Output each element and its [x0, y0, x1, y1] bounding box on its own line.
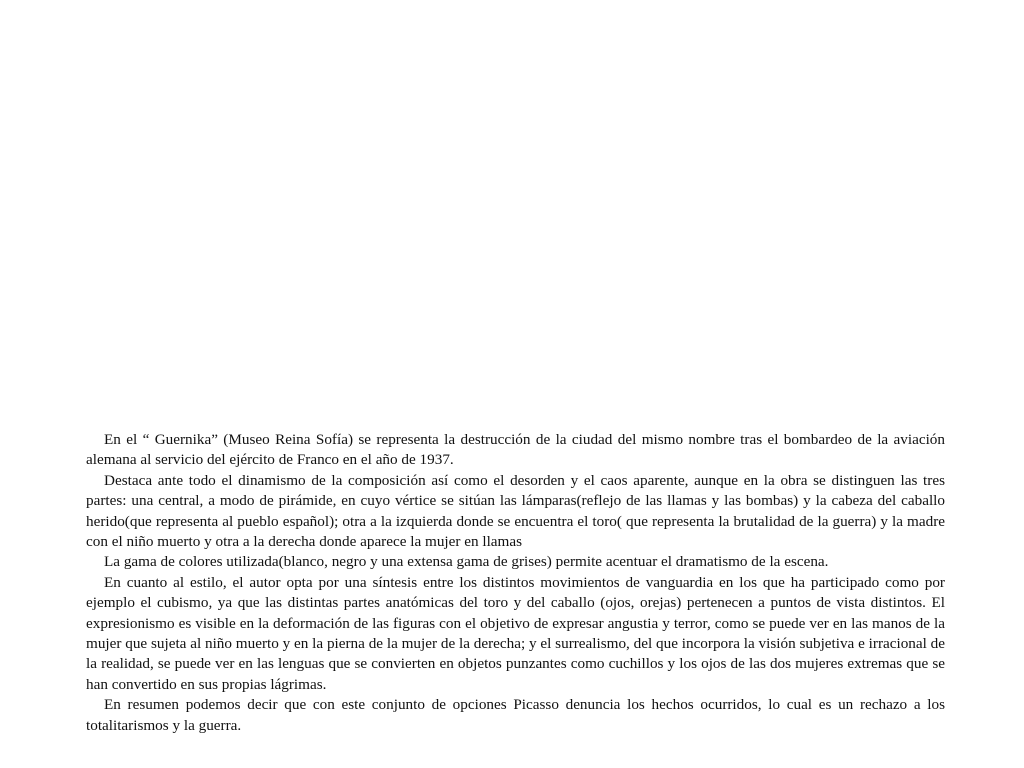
paragraph-conclusion: En resumen podemos decir que con este conjunto de opciones Picasso denuncia los hechos ocurridos, lo cual es un rechazo a los totalitarismos y la guerra.: [86, 696, 945, 734]
paragraph-style: En cuanto al estilo, el autor opta por una síntesis entre los distintos movimientos de vanguardia en los que ha participado como por ejemplo el cubismo, ya que las distintas partes anatómicas del toro y del caballo (ojos, orejas) pertenecen a puntos de vista distintos. El expresionismo es visible en la deformación de las figuras con el objetivo de expresar angustia y terror, como se puede ver en las manos de la mujer que sujeta al niño muerto y en la pierna de la mujer de la derecha; y el surrealismo, del que incorpora la visión subjetiva e irracional de la realidad, se puede ver en las lenguas que se convierten en objetos punzantes como cuchillos y los ojos de las dos mujeres extremas que se han convertido en sus propias lágrimas.: [86, 573, 945, 693]
paragraph-intro: En el “ Guernika” (Museo Reina Sofía) se representa la destrucción de la ciudad del mismo nombre tras el bombardeo de la aviación alemana al servicio del ejército de Franco en el año de 1937.: [86, 431, 945, 469]
document-body: [86, 430, 945, 736]
paragraph-colors: La gama de colores utilizada(blanco, negro y una extensa gama de grises) permite acentuar el dramatismo de la escena.: [104, 553, 829, 571]
paragraph-composition: Destaca ante todo el dinamismo de la composición así como el desorden y el caos aparente, aunque en la obra se distinguen las tres partes: una central, a modo de pirámide, en cuyo vértice se sitúan las lámparas(reflejo de las llamas y las bombas) y la cabeza del caballo herido(que representa al pueblo español); otra a la izquierda donde se encuentra el toro( que representa la brutalidad de la guerra) y la madre con el niño muerto y otra a la derecha donde aparece la mujer en llamas: [86, 471, 945, 551]
